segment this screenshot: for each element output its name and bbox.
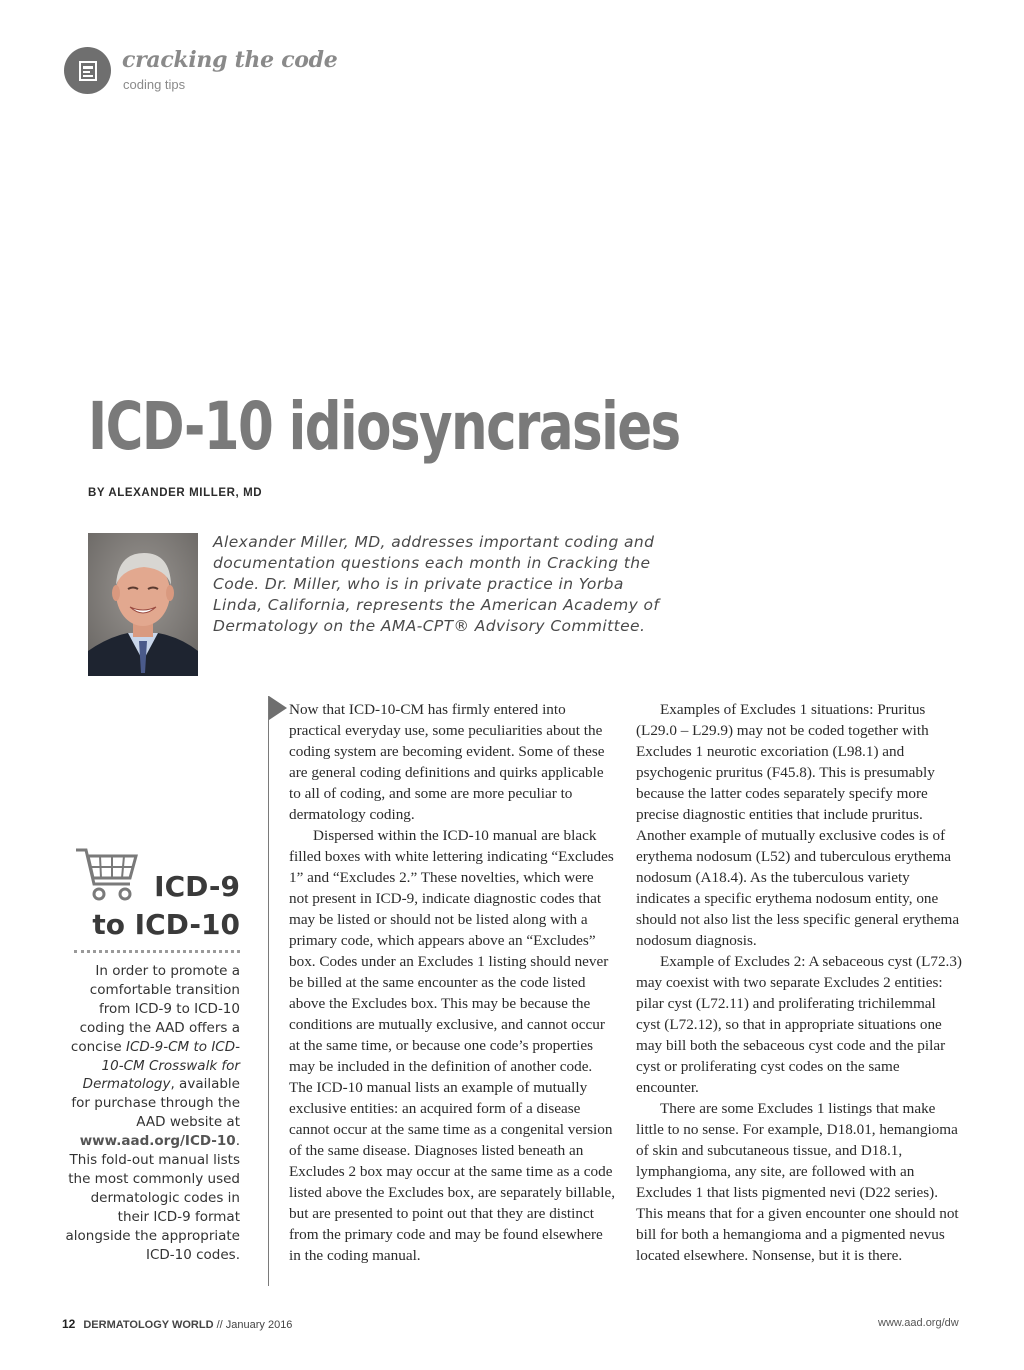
document-icon	[64, 47, 111, 94]
body-column-2	[636, 699, 962, 1266]
paragraph: There are some Excludes 1 listings that make little to no sense. For example, D18.01, hemangioma of skin and subcutaneous tissue, and D18.1, lymphangioma, any site, are followed with an Excludes 1 that lists pigmented nevi (D22 series). This means that for a given encounter one should not bill for both a hemangioma and a pigmented nevus located elsewhere. Nonsense, but it is there.	[636, 1100, 959, 1264]
byline: BY ALEXANDER MILLER, MD	[88, 487, 263, 499]
author-photo	[88, 533, 198, 676]
column-divider	[268, 696, 269, 1286]
paragraph: Now that ICD-10-CM has firmly entered into practical everyday use, some peculiarities about the coding system are becoming evident. Some of these are general coding definitions and quirks applicable to all of coding, and some are more peculiar to dermatology coding.	[289, 701, 605, 823]
paragraph: Example of Excludes 2: A sebaceous cyst (L72.3) may coexist with two separate Excludes 2 entities: pilar cyst (L72.11) and proliferating trichilemmal cyst (L72.12), so that in appropriate situations one may bill both the sebaceous cyst code and the pilar cyst or proliferating cyst codes on the same encounter.	[636, 953, 962, 1096]
issue-date: January 2016	[225, 1319, 293, 1331]
crosswalk-title: ICD-9-CM to ICD-10-CM Crosswalk for Dermatology	[82, 1038, 240, 1093]
section-subtitle: coding tips	[123, 77, 186, 92]
body-column-1	[289, 699, 615, 1266]
sidebar-text: In order to promote a comfortable transition from ICD-9 to ICD-10 coding the AAD offers a concise ICD-9-CM to ICD-10-CM Crosswalk for Dermatology, available for purchase through the AAD website at www.aad.org/ICD-10. This fold-out manual lists the most commonly used dermatologic codes in their ICD-9 format alongside the appropriate ICD-10 codes.	[65, 963, 240, 1263]
section-title: cracking the code	[122, 47, 338, 73]
author-bio: Alexander Miller, MD, addresses important coding and documentation questions each month in Cracking the Code. Dr. Miller, who is in private practice in Yorba Linda, California, represents the American Academy of Dermatology on the AMA-CPT® Advisory Committee.	[213, 533, 660, 635]
sidebar-heading: ICD-9 to ICD-10	[92, 870, 240, 941]
sidebar-divider	[74, 950, 240, 953]
icd10-link[interactable]: www.aad.org/ICD-10	[79, 1133, 236, 1150]
paragraph: Dispersed within the ICD-10 manual are black filled boxes with white lettering indicating “Excludes 1” and “Excludes 2.” These novelties, which were not present in ICD-9, indicate diagnostic codes that may be listed or should not be listed along with a primary code, which appears above an “Excludes” box. Codes under an Excludes 1 listing should never be billed at the same encounter as the code listed above the Excludes box. This may be because the conditions are mutually exclusive, and cannot occur at the same time, or because one code’s properties may be included in the definition of another code. The ICD-10 manual lists an example of mutually exclusive entities: an acquired form of a disease cannot occur at the same time as a congenital version of the same disease. Diagnoses listed beneath an Excludes 2 box may occur at the same time as a code listed above the Excludes box, are separately billable, but are presented to point out that they are distinct from the primary code and may be found elsewhere in the coding manual.	[289, 827, 615, 1264]
footer-left: 12 DERMATOLOGY WORLD // January 2016	[62, 1317, 293, 1331]
footer-url[interactable]: www.aad.org/dw	[878, 1317, 959, 1329]
arrow-right-icon	[269, 696, 287, 720]
article-title: ICD-10 idiosyncrasies	[88, 388, 680, 465]
paragraph: Examples of Excludes 1 situations: Pruritus (L29.0 – L29.9) may not be coded together with Excludes 1 neurotic excoriation (L98.1) and psychogenic pruritus (F45.8). This is presumably because the latter codes separately specify more precise diagnostic entities that include pruritus. Another example of mutually exclusive codes is of erythema nodosum (L52) and tuberculous erythema nodosum (A18.4). As the tuberculous variety indicates a specific erythema nodosum entity, one should not also list the less specific general erythema nodosum diagnosis.	[636, 701, 960, 949]
magazine-name: DERMATOLOGY WORLD	[83, 1319, 214, 1331]
page-number: 12	[62, 1317, 76, 1331]
